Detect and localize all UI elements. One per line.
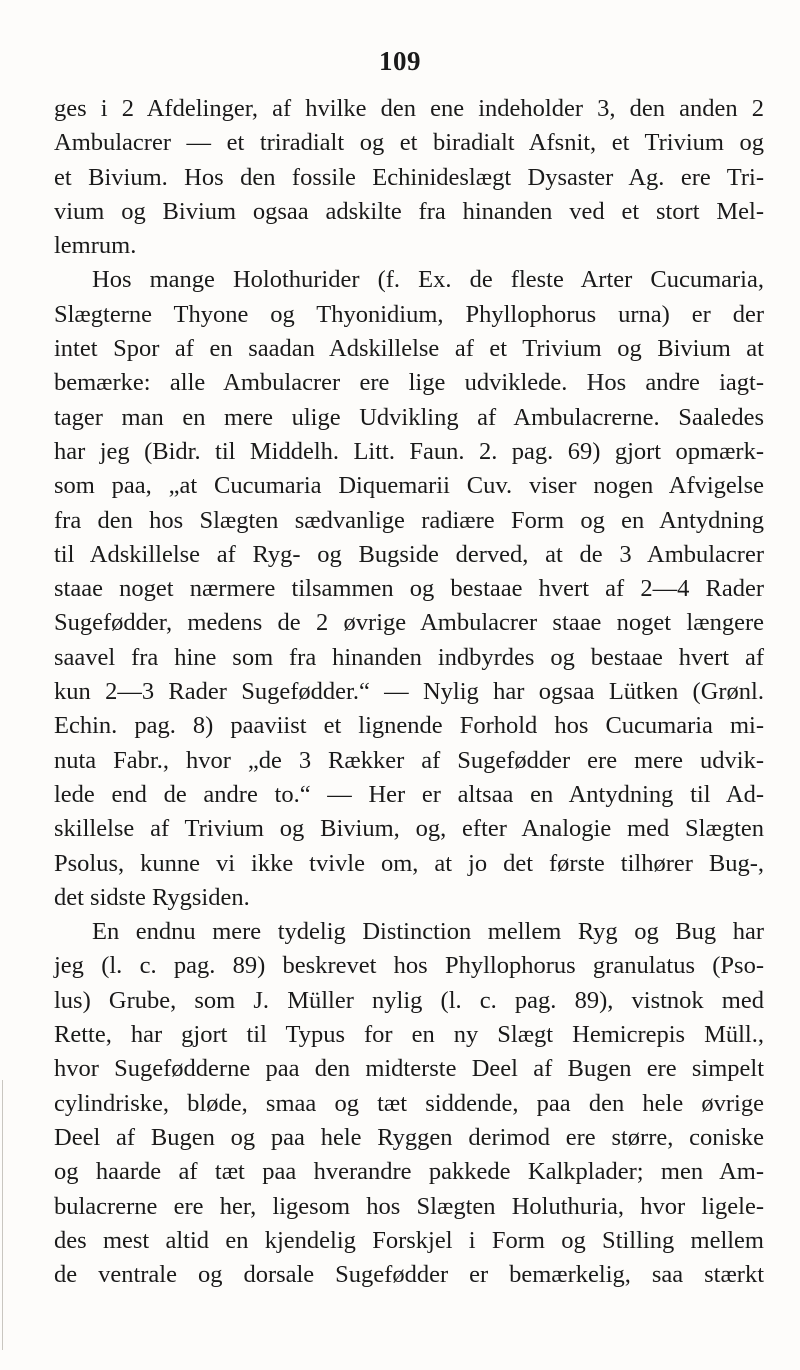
text-line: nuta Fabr., hvor „de 3 Rækker af Sugefødder ere mere udvik- <box>54 746 764 774</box>
text-line: Ambulacrer — et triradialt og et biradialt Afsnit, et Trivium og <box>54 129 764 157</box>
text-line: kun 2—3 Rader Sugefødder.“ — Nylig har ogsaa Lütken (Grønl. <box>54 678 764 706</box>
text-line: jeg (l. c. pag. 89) beskrevet hos Phyllophorus granulatus (Pso- <box>54 952 764 980</box>
text-line: cylindriske, bløde, smaa og tæt siddende, paa den hele øvrige <box>54 1089 764 1117</box>
text-line: det sidste Rygsiden. <box>54 883 250 911</box>
text-line: fra den hos Slægten sædvanlige radiære Form og en Antydning <box>54 506 764 534</box>
text-line: Psolus, kunne vi ikke tvivle om, at jo det første tilhører Bug-, <box>54 849 764 877</box>
text-line: lede end de andre to.“ — Her er altsaa en Antydning til Ad- <box>54 780 764 808</box>
text-line: skillelse af Trivium og Bivium, og, efter Analogie med Slægten <box>54 815 764 843</box>
text-line: tager man en mere ulige Udvikling af Ambulacrerne. Saaledes <box>54 403 764 431</box>
text-line: ges i 2 Afdelinger, af hvilke den ene indeholder 3, den anden 2 <box>54 95 764 122</box>
text-line: til Adskillelse af Ryg- og Bugside derved, at de 3 Ambulacrer <box>54 540 764 568</box>
text-line: Slægterne Thyone og Thyonidium, Phyllophorus urna) er der <box>54 300 764 328</box>
text-line: Sugefødder, medens de 2 øvrige Ambulacrer staae noget længere <box>54 609 764 637</box>
text-line: et Bivium. Hos den fossile Echinideslægt Dysaster Ag. ere Tri- <box>54 163 764 191</box>
text-line: hvor Sugefødderne paa den midterste Deel af Bugen ere simpelt <box>54 1055 764 1083</box>
text-line: vium og Bivium ogsaa adskilte fra hinanden ved et stort Mel- <box>54 197 764 225</box>
text-line: staae noget nærmere tilsammen og bestaae hvert af 2—4 Rader <box>54 575 764 603</box>
text-line: intet Spor af en saadan Adskillelse af et Trivium og Bivium at <box>54 335 764 363</box>
text-line: lemrum. <box>54 232 137 260</box>
text-line: de ventrale og dorsale Sugefødder er bemærkelig, saa stærkt <box>54 1261 764 1289</box>
text-line: og haarde af tæt paa hverandre pakkede Kalkplader; men Am- <box>54 1158 764 1186</box>
text-line: som paa, „at Cucumaria Diquemarii Cuv. viser nogen Afvigelse <box>54 472 764 500</box>
text-line: lus) Grube, som J. Müller nylig (l. c. pag. 89), vistnok med <box>54 986 764 1014</box>
text-line: Echin. pag. 8) paaviist et lignende Forhold hos Cucumaria mi- <box>54 712 764 740</box>
text-line: Rette, har gjort til Typus for en ny Slægt Hemicrepis Müll., <box>54 1021 764 1049</box>
text-line: Hos mange Holothurider (f. Ex. de fleste Arter Cucumaria, <box>92 266 764 294</box>
scan-margin-line <box>2 1080 3 1350</box>
text-line: Deel af Bugen og paa hele Ryggen derimod ere større, coniske <box>54 1123 764 1151</box>
text-line: bemærke: alle Ambulacrer ere lige udviklede. Hos andre iagt- <box>54 369 764 397</box>
text-line: des mest altid en kjendelig Forskjel i Form og Stilling mellem <box>54 1226 764 1254</box>
page-number: 109 <box>379 46 421 76</box>
body-text <box>54 92 764 1292</box>
text-line: En endnu mere tydelig Distinction mellem Ryg og Bug har <box>92 918 764 946</box>
text-line: har jeg (Bidr. til Middelh. Litt. Faun. 2. pag. 69) gjort opmærk- <box>54 437 764 465</box>
text-line: bulacrerne ere her, ligesom hos Slægten Holuthuria, hvor ligele- <box>54 1192 764 1220</box>
text-line: saavel fra hine som fra hinanden indbyrdes og bestaae hvert af <box>54 643 764 671</box>
